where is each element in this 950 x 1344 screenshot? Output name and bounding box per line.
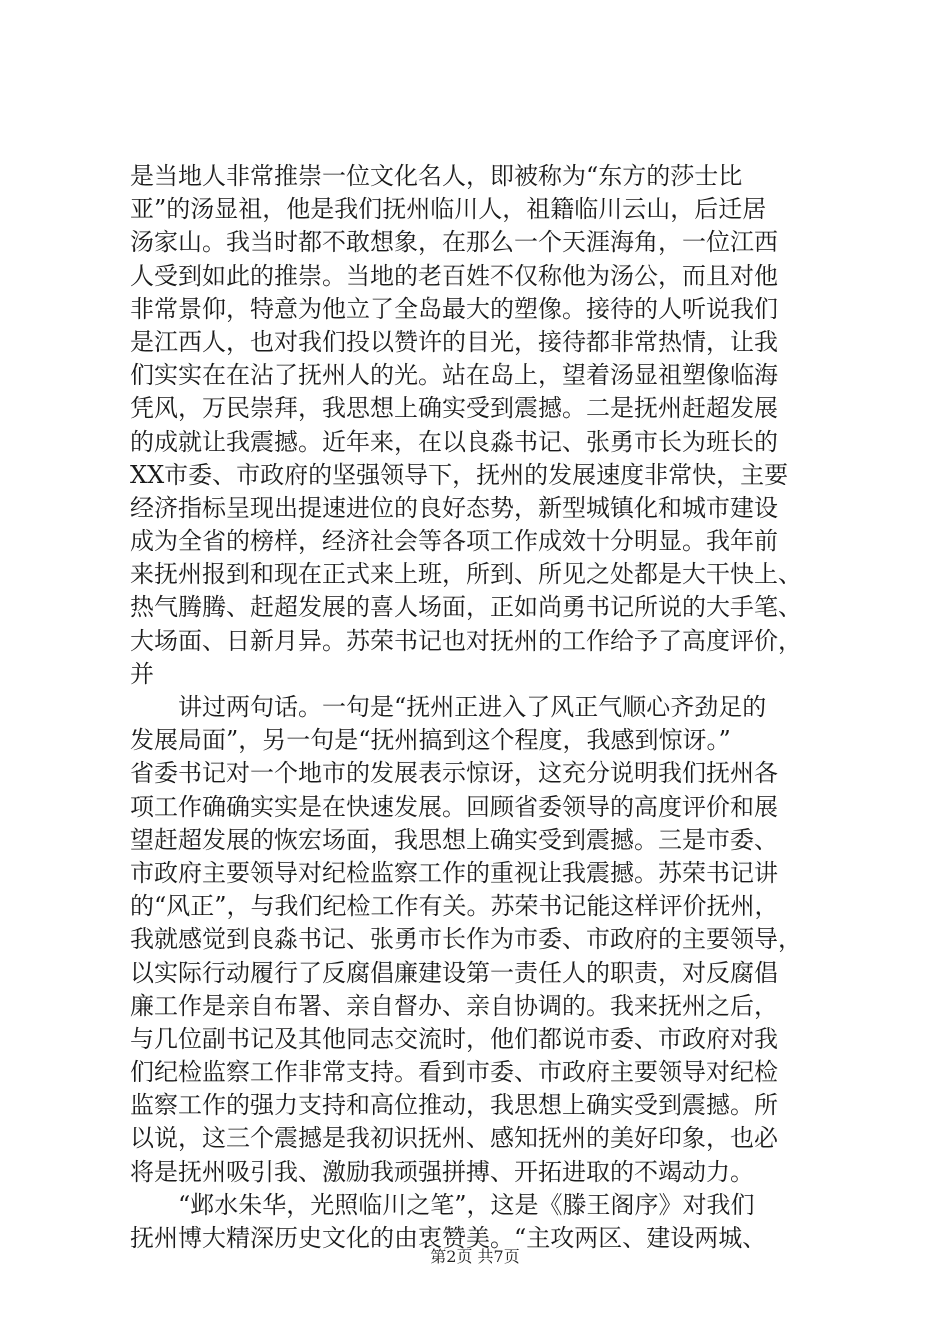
text-line: 项工作确确实实是在快速发展。回顾省委领导的高度评价和展: [130, 792, 778, 821]
text-line: 廉工作是亲自布署、亲自督办、亲自协调的。我来抚州之后，: [130, 991, 778, 1020]
text-line: 是江西人，也对我们投以赞许的目光，接待都非常热情，让我: [130, 327, 778, 356]
text-line: 省委书记对一个地市的发展表示惊讶，这充分说明我们抚州各: [130, 759, 778, 788]
text-line: 抚州博大精深历史文化的由衷赞美。“主攻两区、建设两城、: [130, 1224, 767, 1252]
text-line: 以说，这三个震撼是我初识抚州、感知抚州的美好印象，也必: [130, 1124, 778, 1153]
page-number-footer: 第2页 共7页: [430, 1247, 520, 1266]
text-line: 我就感觉到良淼书记、张勇市长作为市委、市政府的主要领导，: [130, 925, 802, 954]
text-line: 监察工作的强力支持和高位推动，我思想上确实受到震撼。所: [130, 1091, 778, 1120]
text-line: 发展局面”，另一句是“抚州搞到这个程度，我感到惊讶。”: [130, 726, 731, 755]
text-line: 讲过两句话。一句是“抚州正进入了风正气顺心齐劲足的: [130, 693, 767, 721]
text-line: 与几位副书记及其他同志交流时，他们都说市委、市政府对我: [130, 1024, 778, 1053]
text-line: 经济指标呈现出提速进位的良好态势，新型城镇化和城市建设: [130, 493, 778, 522]
text-line: “邺水朱华，光照临川之笔”，这是《滕王阁序》对我们: [130, 1190, 755, 1219]
text-line: 以实际行动履行了反腐倡廉建设第一责任人的职责，对反腐倡: [130, 958, 778, 987]
body-text: [130, 160, 830, 1255]
text-line: 非常景仰，特意为他立了全岛最大的塑像。接待的人听说我们: [130, 294, 778, 323]
text-line: 来抚州报到和现在正式来上班，所到、所见之处都是大干快上、: [130, 560, 802, 589]
text-line: 是当地人非常推崇一位文化名人，即被称为“东方的莎士比: [130, 162, 743, 190]
text-line: 市政府主要领导对纪检监察工作的重视让我震撼。苏荣书记讲: [130, 858, 778, 887]
text-line: XX市委、市政府的坚强领导下，抚州的发展速度非常快，主要: [130, 460, 789, 489]
text-line: 并: [130, 659, 154, 688]
text-line: 凭风，万民崇拜，我思想上确实受到震撼。二是抚州赶超发展: [130, 394, 778, 423]
text-line: 的成就让我震撼。近年来，在以良淼书记、张勇市长为班长的: [130, 427, 778, 456]
text-line: 将是抚州吸引我、激励我顽强拼搏、开拓进取的不竭动力。: [130, 1157, 754, 1186]
text-line: 汤家山。我当时都不敢想象，在那么一个天涯海角，一位江西: [130, 228, 778, 257]
text-line: 热气腾腾、赶超发展的喜人场面，正如尚勇书记所说的大手笔、: [130, 593, 802, 622]
text-line: 的“风正”，与我们纪检工作有关。苏荣书记能这样评价抚州，: [130, 892, 779, 921]
text-line: 亚”的汤显祖，他是我们抚州临川人，祖籍临川云山，后迁居: [130, 195, 767, 224]
text-line: 大场面、日新月异。苏荣书记也对抚州的工作给予了高度评价，: [130, 626, 802, 655]
text-line: 人受到如此的推崇。当地的老百姓不仅称他为汤公，而且对他: [130, 261, 778, 290]
text-line: 们纪检监察工作非常支持。看到市委、市政府主要领导对纪检: [130, 1058, 778, 1087]
text-line: 们实实在在沾了抚州人的光。站在岛上，望着汤显祖塑像临海: [130, 361, 778, 390]
text-line: 望赶超发展的恢宏场面，我思想上确实受到震撼。三是市委、: [130, 825, 778, 854]
text-line: 成为全省的榜样，经济社会等各项工作成效十分明显。我年前: [130, 527, 778, 556]
